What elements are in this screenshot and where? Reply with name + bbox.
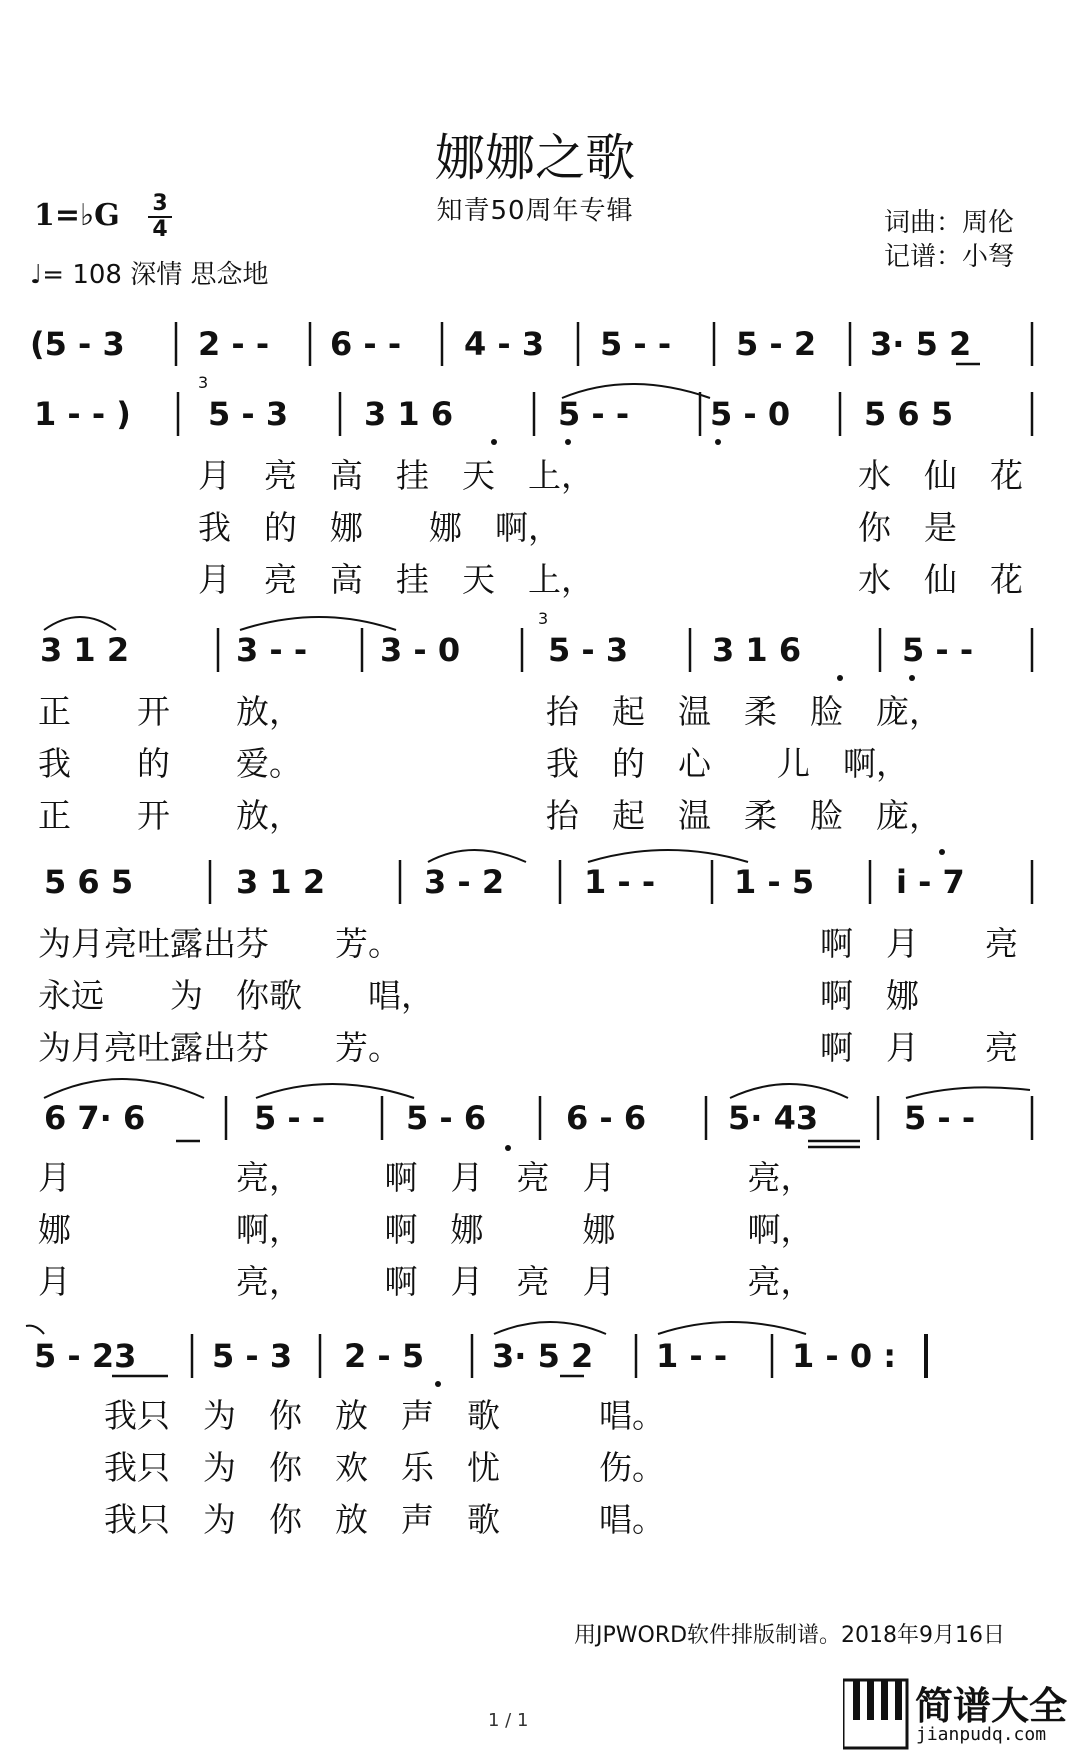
measure: 6 7· 6 (44, 1099, 146, 1137)
measure: 5· 43 (728, 1099, 819, 1137)
tie (240, 617, 396, 630)
measure: 3 1 2 (40, 631, 130, 669)
lyric-verse3: 月 亮， 啊 月 亮 月 亮， (38, 1262, 814, 1301)
slur (494, 1322, 606, 1334)
lyric-verse1: 我只 为 你 放 声 歌 唱。 (104, 1396, 665, 1435)
measure: 2 - - (198, 325, 270, 363)
measure: 3 - - (236, 631, 308, 669)
measure: 5 6 5 (44, 863, 134, 901)
lyric-verse3: 正 开 放， (38, 796, 302, 835)
measure: 1 - 5 (734, 863, 815, 901)
measure: 5 - 6 (406, 1099, 487, 1137)
piano-keys-icon (843, 1678, 909, 1750)
measure: 4 - 3 (464, 325, 545, 363)
lyric-verse1: 月 亮， 啊 月 亮 月 亮， (38, 1158, 814, 1197)
lyric-verse3: 为月亮吐露出芬 芳。 (38, 1028, 401, 1067)
measure: 5 - - (902, 631, 974, 669)
measure: 5 6 5 (864, 395, 954, 433)
measure: 5 - 2 (736, 325, 817, 363)
tie (658, 1322, 806, 1334)
lyric-verse3: 月 亮 高 挂 天 上， (198, 560, 594, 599)
song-subtitle: 知青50周年专辑 (436, 196, 634, 226)
tie (256, 1084, 414, 1098)
measure: 3· 5 2 (870, 325, 972, 363)
measure: 5 - - (600, 325, 672, 363)
meter-change-marker: 3 (538, 609, 549, 628)
lyric-verse3: 啊 月 亮 (820, 1028, 1018, 1067)
measure: 5 - - (558, 395, 630, 433)
measure: 5 - 0 (710, 395, 791, 433)
measure: 3 1 6 (712, 631, 802, 669)
measure: 3· 5 2 (492, 1337, 594, 1375)
tie (588, 850, 748, 862)
lyric-verse2: 啊 娜 (820, 976, 919, 1015)
measure: 5 - 3 (548, 631, 629, 669)
meter-change-marker: 3 (198, 373, 209, 392)
logo-name: 简谱大全 (915, 1684, 1068, 1728)
tie (26, 1326, 44, 1334)
measure: (5 - 3 (30, 325, 125, 363)
lyric-verse1: 抬 起 温 柔 脸 庞， (546, 692, 942, 731)
credit-transcriber: 记谱：小弩 (884, 242, 1015, 272)
measure: 3 - 2 (424, 863, 505, 901)
measure: 3 - 0 (380, 631, 461, 669)
lyric-verse2: 我 的 娜 娜 啊， (198, 508, 561, 547)
lyric-verse3: 水 仙 花 (858, 560, 1023, 599)
slur (730, 1084, 848, 1098)
measure: 1 - - (656, 1337, 728, 1375)
measure: 1 - - (584, 863, 656, 901)
time-signature-bottom: 4 (152, 217, 168, 242)
measure: i - 7 (896, 863, 965, 901)
lyric-verse1: 月 亮 高 挂 天 上， (198, 456, 594, 495)
lyric-verse2: 你 是 (858, 508, 957, 547)
lyric-verse1: 水 仙 花 (858, 456, 1023, 495)
lyric-verse1: 为月亮吐露出芬 芳。 (38, 924, 401, 963)
measure: 5 - 3 (208, 395, 289, 433)
measure: 2 - 5 (344, 1337, 425, 1375)
measure: 3 1 2 (236, 863, 326, 901)
page-number: 1 / 1 (488, 1710, 529, 1731)
tie (428, 850, 526, 862)
measure: 5 - - (904, 1099, 976, 1137)
credit-composer: 词曲：周伦 (884, 208, 1015, 238)
measure: 6 - 6 (566, 1099, 647, 1137)
measure: 1 - 0 : (792, 1337, 897, 1375)
lyric-verse3: 我只 为 你 放 声 歌 唱。 (104, 1500, 665, 1539)
logo-url: jianpudq.com (916, 1724, 1047, 1745)
lyric-verse2: 娜 啊， 啊 娜 娜 啊， (38, 1210, 814, 1249)
measure: 5 - 23 (34, 1337, 137, 1375)
song-title: 娜娜之歌 (435, 129, 635, 187)
measure: 6 - - (330, 325, 402, 363)
lyric-verse2: 我 的 爱。 (38, 744, 302, 783)
lyric-verse2: 永远 为 你歌 唱， (38, 976, 434, 1015)
lyric-verse1: 啊 月 亮 (820, 924, 1018, 963)
lyric-verse3: 抬 起 温 柔 脸 庞， (546, 796, 942, 835)
footer-note: 用JPWORD软件排版制谱。2018年9月16日 (574, 1623, 1006, 1648)
slur (44, 1079, 204, 1098)
lyric-verse2: 我 的 心 儿 啊， (546, 744, 909, 783)
lyric-verse2: 我只 为 你 欢 乐 忧 伤。 (104, 1448, 665, 1487)
lyric-verse1: 正 开 放， (38, 692, 302, 731)
measure: 5 - - (254, 1099, 326, 1137)
measure: 5 - 3 (212, 1337, 293, 1375)
key-signature: 1=♭G (34, 198, 120, 233)
quarter-note-icon: ♩ (30, 260, 43, 290)
time-signature-top: 3 (152, 191, 168, 216)
measure: 1 - - ) (34, 395, 131, 433)
tempo-marking: ♩= 108 深情 思念地 (30, 260, 269, 290)
measure: 3 1 6 (364, 395, 454, 433)
tie (44, 617, 116, 630)
tie (906, 1087, 1030, 1098)
